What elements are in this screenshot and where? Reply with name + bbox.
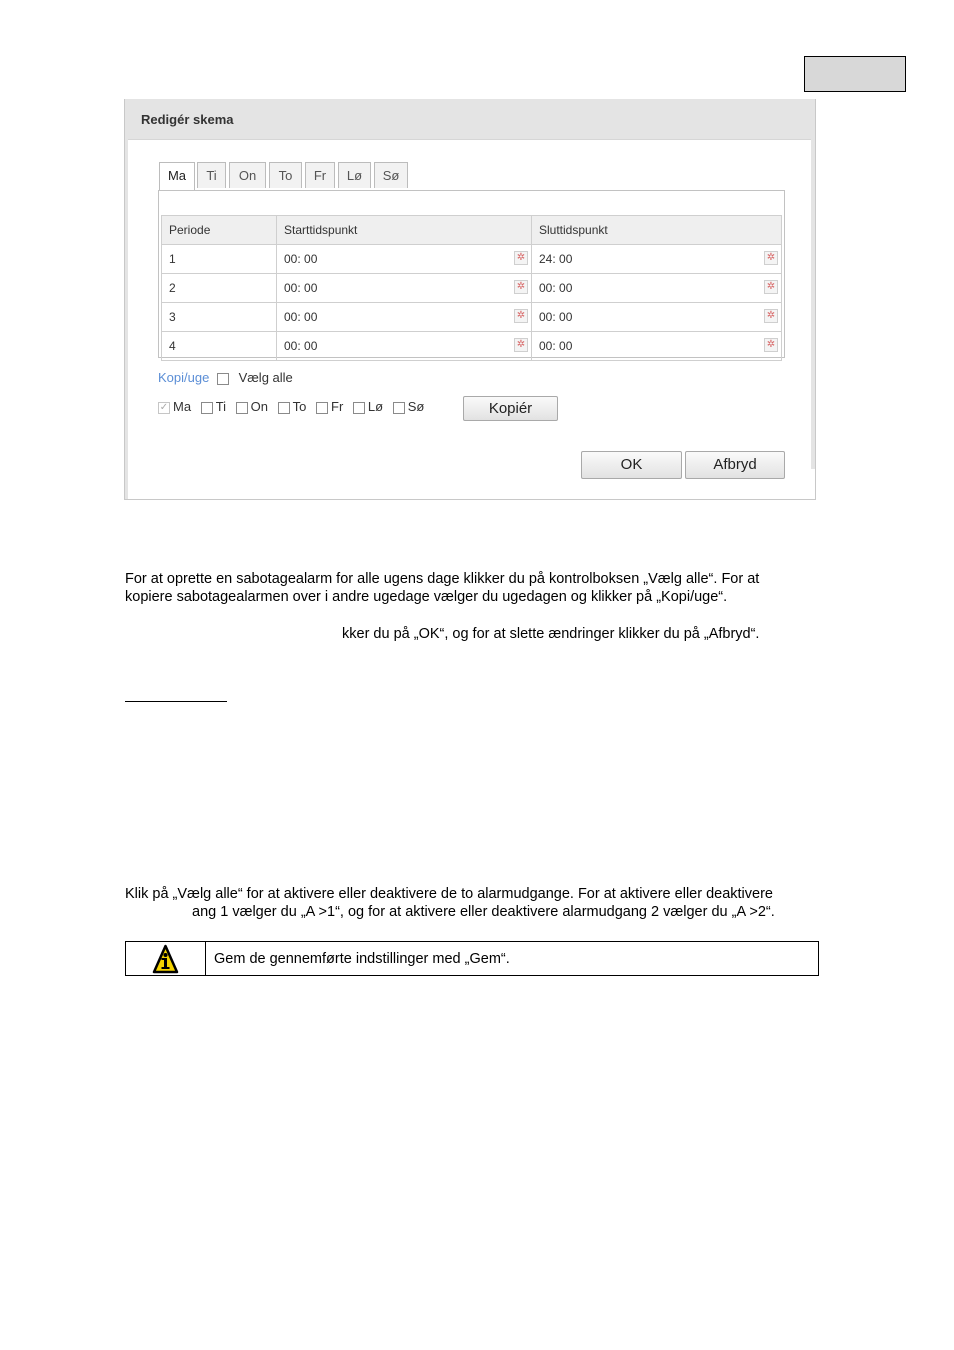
table-row bbox=[162, 245, 782, 274]
period-cell: 4 bbox=[162, 332, 277, 361]
tab-fr[interactable]: Fr bbox=[305, 162, 335, 188]
day-checkbox-on[interactable] bbox=[236, 402, 248, 414]
end-time-value: 24: 00 bbox=[539, 252, 573, 266]
day-checkbox-ti[interactable] bbox=[201, 402, 213, 414]
start-time-value: 00: 00 bbox=[284, 281, 318, 295]
period-cell: 2 bbox=[162, 274, 277, 303]
section-heading-underline bbox=[125, 701, 227, 702]
header-period: Periode bbox=[162, 216, 277, 245]
header-start: Starttidspunkt bbox=[277, 216, 532, 245]
tab-ti[interactable]: Ti bbox=[197, 162, 226, 188]
day-label: Sø bbox=[407, 399, 425, 414]
tab-so[interactable]: Sø bbox=[374, 162, 408, 188]
start-time-field[interactable] bbox=[277, 332, 532, 361]
dialog-border bbox=[811, 139, 815, 469]
copy-button[interactable]: Kopiér bbox=[463, 396, 558, 421]
copy-days-row bbox=[158, 399, 430, 414]
day-checkbox-lo[interactable] bbox=[353, 402, 365, 414]
day-label: To bbox=[292, 399, 307, 414]
day-label: On bbox=[250, 399, 269, 414]
day-option bbox=[158, 399, 191, 414]
period-cell: 1 bbox=[162, 245, 277, 274]
paragraph-line: For at oprette en sabotagealarm for alle ugens dage klikker du på kontrolboksen „Vælg alle“. For at bbox=[125, 571, 760, 587]
day-label: Ma bbox=[173, 399, 192, 414]
tab-on[interactable]: On bbox=[229, 162, 266, 188]
tab-to[interactable]: To bbox=[269, 162, 302, 188]
day-label: Ti bbox=[215, 399, 227, 414]
table-header-row bbox=[162, 216, 782, 245]
end-time-value: 00: 00 bbox=[539, 310, 573, 324]
page-language-box bbox=[804, 56, 906, 92]
start-time-field[interactable] bbox=[277, 274, 532, 303]
day-checkbox-ma[interactable]: ✓ bbox=[159, 401, 169, 413]
day-option bbox=[316, 399, 343, 414]
start-time-value: 00: 00 bbox=[284, 310, 318, 324]
paragraph-line: Klik på „Vælg alle“ for at aktivere eller deaktivere de to alarmudgange. For at aktivere eller deaktivere bbox=[125, 886, 773, 902]
paragraph-line: ang 1 vælger du „A >1“, og for at aktivere eller deaktivere alarmudgang 2 vælger du „A >2“. bbox=[192, 904, 775, 920]
table-row bbox=[162, 332, 782, 361]
dialog-header bbox=[125, 99, 815, 140]
end-time-field[interactable] bbox=[532, 245, 782, 274]
start-time-value: 00: 00 bbox=[284, 339, 318, 353]
clock-picker-icon[interactable]: ✲ bbox=[514, 280, 528, 294]
end-time-field[interactable] bbox=[532, 332, 782, 361]
start-time-field[interactable] bbox=[277, 303, 532, 332]
day-label: Fr bbox=[331, 399, 344, 414]
end-time-value: 00: 00 bbox=[539, 339, 573, 353]
paragraph-line: kopiere sabotagealarmen over i andre ugedage vælger du ugedagen og klikker på „Kopi/uge“. bbox=[125, 589, 728, 605]
day-label: Lø bbox=[367, 399, 384, 414]
clock-picker-icon[interactable]: ✲ bbox=[764, 338, 778, 352]
table-row bbox=[162, 303, 782, 332]
start-time-value: 00: 00 bbox=[284, 252, 318, 266]
schedule-table bbox=[161, 215, 782, 361]
tab-lo[interactable]: Lø bbox=[338, 162, 371, 188]
period-cell: 3 bbox=[162, 303, 277, 332]
cancel-button[interactable]: Afbryd bbox=[685, 451, 785, 479]
header-end: Sluttidspunkt bbox=[532, 216, 782, 245]
clock-picker-icon[interactable]: ✲ bbox=[514, 309, 528, 323]
end-time-field[interactable] bbox=[532, 274, 782, 303]
tab-ma[interactable]: Ma bbox=[159, 162, 195, 190]
dialog-border bbox=[125, 139, 128, 499]
clock-picker-icon[interactable]: ✲ bbox=[514, 251, 528, 265]
day-option bbox=[278, 399, 307, 414]
clock-picker-icon[interactable]: ✲ bbox=[514, 338, 528, 352]
day-option bbox=[201, 399, 226, 414]
ok-button[interactable]: OK bbox=[581, 451, 682, 479]
clock-picker-icon[interactable]: ✲ bbox=[764, 280, 778, 294]
dialog-title: Redigér skema bbox=[141, 112, 234, 127]
info-icon-cell bbox=[126, 942, 206, 975]
info-note-box bbox=[125, 941, 819, 976]
select-all-label: Vælg alle bbox=[238, 370, 293, 385]
schedule-panel bbox=[158, 190, 785, 358]
end-time-field[interactable] bbox=[532, 303, 782, 332]
day-checkbox-so[interactable] bbox=[393, 402, 405, 414]
day-option bbox=[393, 399, 425, 414]
select-all-checkbox[interactable] bbox=[217, 373, 229, 385]
edit-schedule-dialog bbox=[124, 99, 816, 500]
start-time-field[interactable] bbox=[277, 245, 532, 274]
day-checkbox-to[interactable] bbox=[278, 402, 290, 414]
table-row bbox=[162, 274, 782, 303]
copy-row bbox=[158, 370, 293, 385]
clock-picker-icon[interactable]: ✲ bbox=[764, 251, 778, 265]
clock-picker-icon[interactable]: ✲ bbox=[764, 309, 778, 323]
day-checkbox-fr[interactable] bbox=[316, 402, 328, 414]
info-note-text: Gem de gennemførte indstillinger med „Gem“. bbox=[214, 951, 510, 967]
copy-week-link[interactable]: Kopi/uge bbox=[158, 370, 210, 385]
warning-info-icon bbox=[126, 942, 205, 975]
paragraph-line: kker du på „OK“, og for at slette ændringer klikker du på „Afbryd“. bbox=[342, 626, 760, 642]
day-option bbox=[353, 399, 383, 414]
end-time-value: 00: 00 bbox=[539, 281, 573, 295]
day-option bbox=[236, 399, 268, 414]
